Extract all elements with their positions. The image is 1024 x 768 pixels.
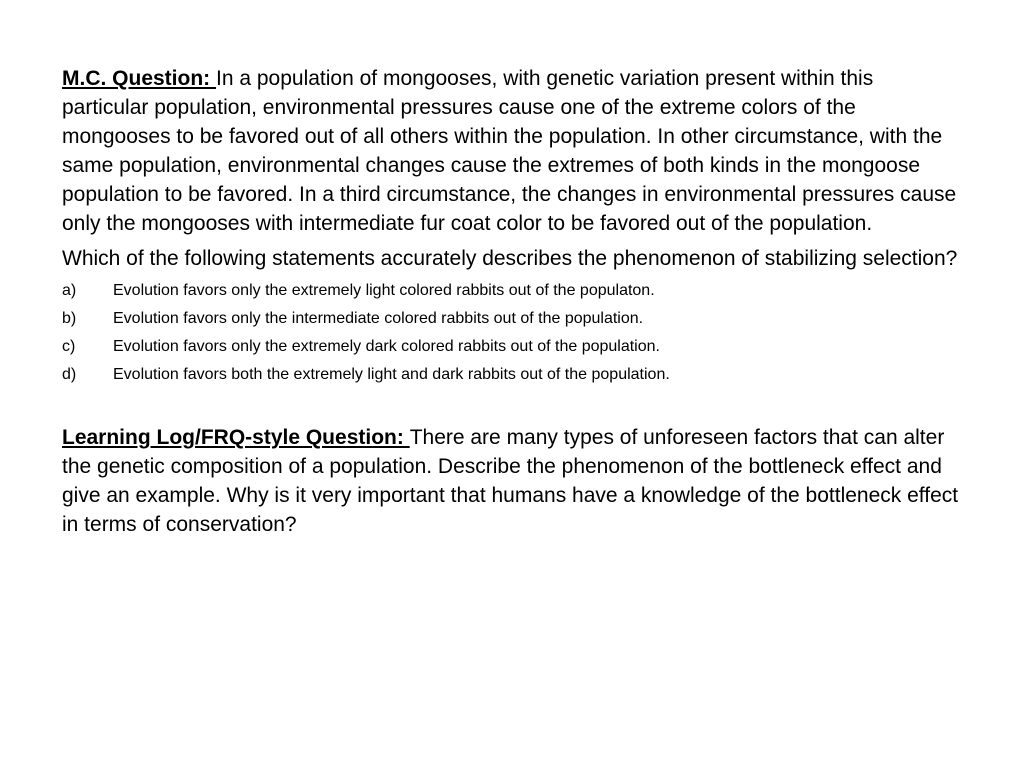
- option-text: Evolution favors both the extremely light and dark rabbits out of the population.: [113, 366, 670, 383]
- slide-content: [62, 64, 962, 539]
- mc-question-lead: M.C. Question:: [62, 67, 216, 90]
- frq-question-body: There are many types of unforeseen factors that can alter the genetic composition of a population. Describe the phenomenon of the bottleneck effect and give an example. Why is it very important that humans have a knowledge of the bottleneck effect in terms of conservation?: [62, 426, 959, 536]
- option-letter: c): [62, 338, 76, 355]
- option-text: Evolution favors only the extremely dark colored rabbits out of the population.: [113, 338, 660, 355]
- option-text: Evolution favors only the extremely light colored rabbits out of the populaton.: [113, 282, 655, 299]
- mc-question-paragraph: [62, 64, 962, 238]
- mc-option-b: [62, 309, 962, 329]
- option-text: Evolution favors only the intermediate colored rabbits out of the population.: [113, 310, 644, 327]
- mc-question-body: In a population of mongooses, with genetic variation present within this particular population, environmental pressures cause one of the extreme colors of the mongooses to be favored out of all others within the population. In other circumstance, with the same population, environmental changes cause the extremes of both kinds in the mongoose population to be favored. In a third circumstance, the changes in environmental pressures cause only the mongooses with intermediate fur coat color to be favored out of the population.: [62, 67, 957, 235]
- mc-options-list: [62, 281, 962, 385]
- mc-option-a: [62, 281, 962, 301]
- mc-option-d: [62, 365, 962, 385]
- frq-question-lead: Learning Log/FRQ-style Question:: [62, 426, 410, 449]
- frq-question-paragraph: [62, 423, 962, 539]
- option-letter: b): [62, 310, 77, 327]
- option-letter: d): [62, 366, 77, 383]
- option-letter: a): [62, 282, 77, 299]
- mc-question-prompt: Which of the following statements accurately describes the phenomenon of stabilizing selection?: [62, 247, 958, 270]
- mc-option-c: [62, 337, 962, 357]
